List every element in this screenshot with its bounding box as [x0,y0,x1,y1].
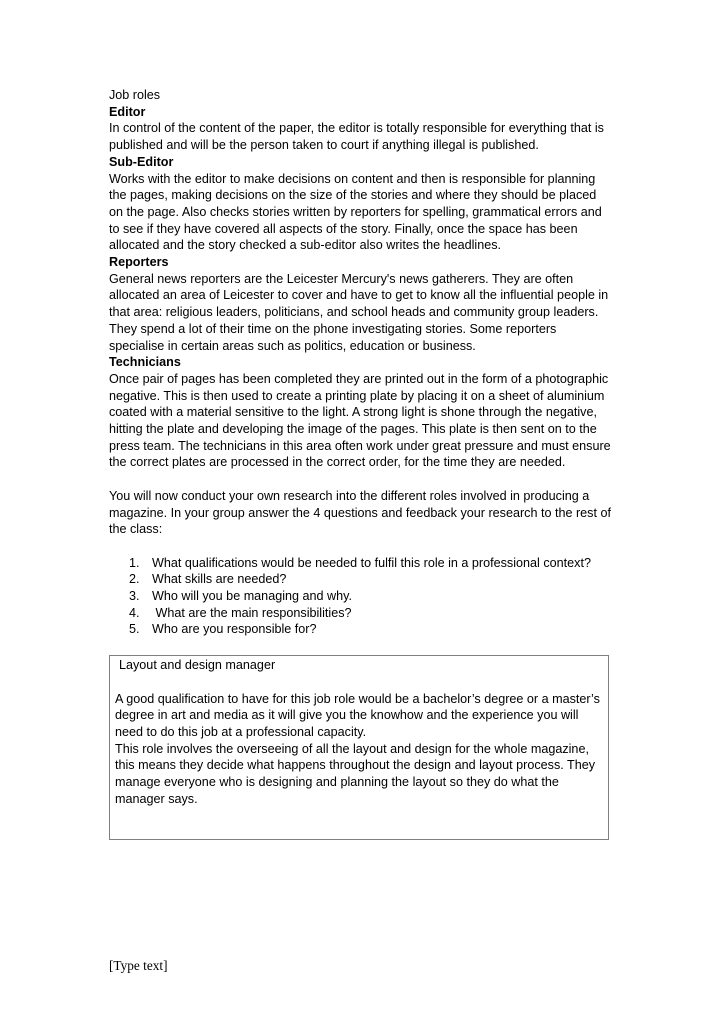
role-heading-editor: Editor [109,104,146,119]
role-heading-reporters: Reporters [109,255,169,270]
question-text: What skills are needed? [152,572,287,587]
role-heading-technicians: Technicians [109,355,181,370]
list-number: 4. [129,605,140,620]
list-item [109,555,611,572]
spacer [115,674,600,691]
list-number: 5. [129,622,140,637]
questions-list [109,555,611,639]
question-text: What qualifications would be needed to fulfil this role in a professional context? [152,555,591,570]
list-number: 3. [129,589,140,604]
answer-paragraph-responsibilities: This role involves the overseeing of all the layout and design for the whole magazine, this means they decide what happens throughout the design and layout process. They manage everyone who is designing and planning the layout so they do what the manager says. [115,741,596,806]
question-text: What are the main responsibilities? [152,605,352,620]
list-number: 1. [129,555,140,570]
list-item [109,605,611,622]
role-heading-sub-editor: Sub-Editor [109,154,174,169]
list-number: 2. [129,572,140,587]
list-item [109,588,611,605]
spacer [109,538,611,555]
question-text: Who are you responsible for? [152,622,317,637]
list-item [109,621,611,638]
role-description-editor: In control of the content of the paper, the editor is totally responsible for everything that is published and will be the person taken to court if anything illegal is published. [109,121,604,153]
footer-placeholder[interactable]: [Type text] [109,958,168,973]
answer-paragraph-qualifications: A good qualification to have for this job role would be a bachelor’s degree or a master’s degree in art and media as it will give you the knowhow and the experience you will need to do this job at a professional capacity. [115,691,600,739]
question-text: Who will you be managing and why. [152,589,352,604]
task-intro: You will now conduct your own research into the different roles involved in producing a magazine. In your group answer the 4 questions and feedback your research to the rest of the class: [109,488,611,537]
answer-box-title: Layout and design manager [119,658,276,673]
role-description-technicians: Once pair of pages has been completed they are printed out in the form of a photographic negative. This is then used to create a printing plate by placing it on a sheet of aluminium coated with a material sensitive to the light. A strong light is shone through the negative, hitting the plate and developing the image of the pages. This plate is then sent on to the press team. The technicians in this area often work under great pressure and must ensure the correct plates are processed in the correct order, for the time they are needed. [109,371,611,470]
role-description-sub-editor: Works with the editor to make decisions on content and then is responsible for planning the pages, making decisions on the size of the stories and where they should be placed on the page. Also checks stories written by reporters for spelling, grammatical errors and to see if they have covered all aspects of the story. Finally, once the space has been allocated and the story checked a sub-editor also writes the headlines. [109,171,602,253]
document-page [109,87,611,840]
answer-text-box[interactable] [109,655,609,840]
document-title: Job roles [109,88,161,102]
spacer [109,471,611,488]
list-item [109,571,611,588]
role-description-reporters: General news reporters are the Leicester Mercury's news gatherers. They are often allocated an area of Leicester to cover and have to get to know all the influential people in that area: religious leaders, politicians, and school heads and community group leaders. They spend a lot of their time on the phone investigating stories. Some reporters specialise in certain areas such as politics, education or business. [109,271,609,353]
